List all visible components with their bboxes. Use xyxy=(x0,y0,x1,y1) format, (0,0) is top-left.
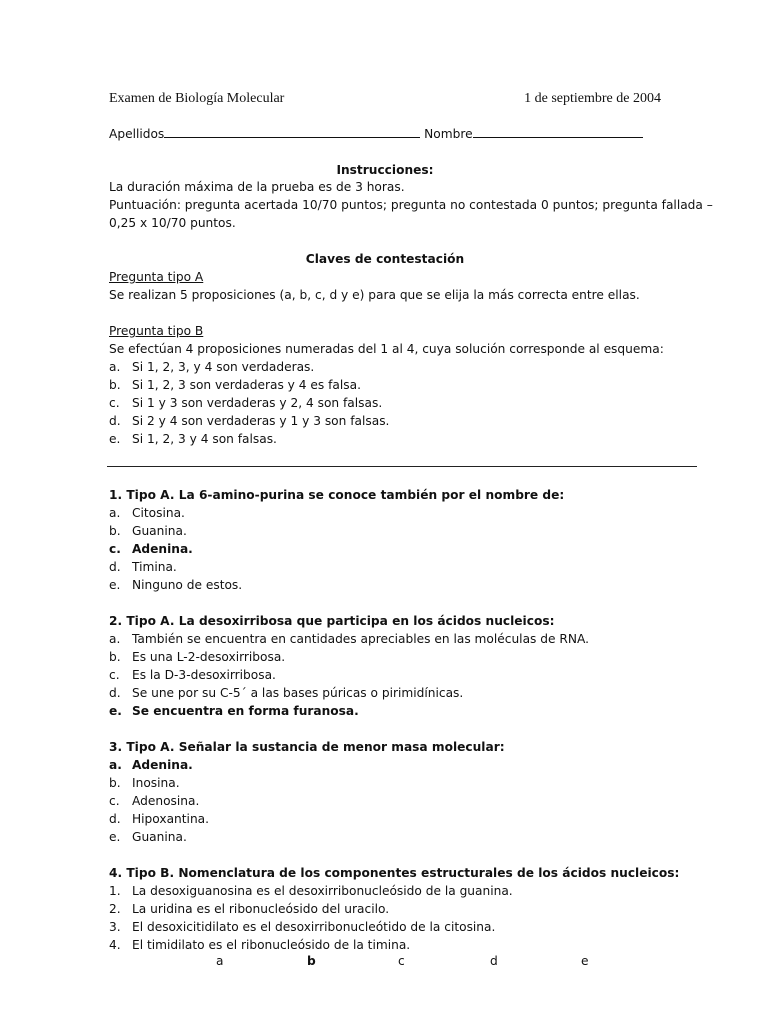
option-label: e. xyxy=(109,578,121,592)
option-text: Se une por su C-5´ a las bases púricas o pirimidínicas. xyxy=(132,686,464,700)
question-statement xyxy=(109,882,513,900)
option-label: a. xyxy=(109,758,122,772)
name-fields xyxy=(109,125,643,141)
option-text: Adenina. xyxy=(132,758,193,772)
type-b-text: Se efectúan 4 proposiciones numeradas del 1 al 4, cuya solución corresponde al esquema: xyxy=(109,342,664,356)
option-label: e. xyxy=(109,830,121,844)
question-option-correct[interactable] xyxy=(109,756,193,774)
type-b-option xyxy=(109,394,382,412)
option-label: c. xyxy=(109,542,121,556)
option-text: También se encuentra en cantidades apreciables en las moléculas de RNA. xyxy=(132,632,589,646)
question-option-correct[interactable] xyxy=(109,702,359,720)
option-label: e. xyxy=(109,432,121,446)
statement-label: 2. xyxy=(109,902,121,916)
question-option-correct[interactable] xyxy=(109,540,193,558)
answer-choice-a[interactable]: a xyxy=(216,954,224,968)
option-text: Guanina. xyxy=(132,524,187,538)
statement-text: La uridina es el ribonucleósido del uracilo. xyxy=(132,902,390,916)
option-label: a. xyxy=(109,506,121,520)
question-option[interactable] xyxy=(109,630,589,648)
answer-choice-c[interactable]: c xyxy=(398,954,405,968)
instructions-line: Puntuación: pregunta acertada 10/70 puntos; pregunta no contestada 0 puntos; pregunta fallada – xyxy=(109,198,713,212)
option-text: Si 1 y 3 son verdaderas y 2, 4 son falsas. xyxy=(132,396,383,410)
option-text: Citosina. xyxy=(132,506,185,520)
question-statement xyxy=(109,918,495,936)
question-option[interactable] xyxy=(109,576,242,594)
question-option[interactable] xyxy=(109,810,209,828)
statement-text: La desoxiguanosina es el desoxirribonucleósido de la guanina. xyxy=(132,884,513,898)
option-text: Si 2 y 4 son verdaderas y 1 y 3 son falsas. xyxy=(132,414,390,428)
statement-label: 4. xyxy=(109,938,121,952)
instructions-line: 0,25 x 10/70 puntos. xyxy=(109,216,236,230)
statement-label: 3. xyxy=(109,920,121,934)
section-divider xyxy=(107,466,697,467)
answer-choices-row xyxy=(0,954,768,972)
instructions-heading: Instrucciones: xyxy=(336,163,434,177)
type-b-option xyxy=(109,358,314,376)
option-label: b. xyxy=(109,524,121,538)
question-title: 4. Tipo B. Nomenclatura de los componentes estructurales de los ácidos nucleicos: xyxy=(109,866,680,880)
option-text: Es una L-2-desoxirribosa. xyxy=(132,650,286,664)
question-option[interactable] xyxy=(109,666,276,684)
apellidos-label: Apellidos xyxy=(109,127,165,141)
option-text: Es la D-3-desoxirribosa. xyxy=(132,668,276,682)
option-text: Si 1, 2, 3 y 4 son falsas. xyxy=(132,432,277,446)
statement-label: 1. xyxy=(109,884,121,898)
option-label: c. xyxy=(109,396,120,410)
option-label: e. xyxy=(109,704,122,718)
question-option[interactable] xyxy=(109,558,177,576)
option-label: b. xyxy=(109,378,121,392)
option-text: Hipoxantina. xyxy=(132,812,210,826)
type-a-text: Se realizan 5 proposiciones (a, b, c, d y e) para que se elija la más correcta entre ellas. xyxy=(109,288,640,302)
option-text: Ninguno de estos. xyxy=(132,578,243,592)
option-text: Adenosina. xyxy=(132,794,200,808)
option-text: Timina. xyxy=(132,560,177,574)
question-option[interactable] xyxy=(109,684,463,702)
option-label: a. xyxy=(109,632,121,646)
question-title: 2. Tipo A. La desoxirribosa que participa en los ácidos nucleicos: xyxy=(109,614,555,628)
option-label: d. xyxy=(109,560,121,574)
exam-title: Examen de Biología Molecular xyxy=(109,91,285,106)
exam-date: 1 de septiembre de 2004 xyxy=(524,91,661,106)
option-label: c. xyxy=(109,794,120,808)
question-statement xyxy=(109,900,389,918)
question-option[interactable] xyxy=(109,522,187,540)
question-option[interactable] xyxy=(109,774,180,792)
instructions-line: La duración máxima de la prueba es de 3 horas. xyxy=(109,180,405,194)
answer-choice-b-correct[interactable]: b xyxy=(307,954,316,968)
answer-choice-e[interactable]: e xyxy=(581,954,589,968)
keys-heading: Claves de contestación xyxy=(305,252,465,266)
question-statement xyxy=(109,936,410,954)
option-label: d. xyxy=(109,414,121,428)
type-b-title: Pregunta tipo B xyxy=(109,324,204,338)
apellidos-field[interactable] xyxy=(164,125,420,138)
option-text: Adenina. xyxy=(132,542,193,556)
option-label: d. xyxy=(109,812,121,826)
option-label: c. xyxy=(109,668,120,682)
type-b-option xyxy=(109,430,277,448)
option-label: b. xyxy=(109,776,121,790)
question-title: 3. Tipo A. Señalar la sustancia de menor masa molecular: xyxy=(109,740,505,754)
nombre-field[interactable] xyxy=(473,125,643,138)
option-label: d. xyxy=(109,686,121,700)
type-b-option xyxy=(109,412,389,430)
option-text: Guanina. xyxy=(132,830,187,844)
question-title: 1. Tipo A. La 6-amino-purina se conoce también por el nombre de: xyxy=(109,488,565,502)
option-text: Inosina. xyxy=(132,776,180,790)
option-label: a. xyxy=(109,360,121,374)
statement-text: El desoxicitidilato es el desoxirribonucleótido de la citosina. xyxy=(132,920,496,934)
option-text: Si 1, 2, 3, y 4 son verdaderas. xyxy=(132,360,315,374)
statement-text: El timidilato es el ribonucleósido de la timina. xyxy=(132,938,411,952)
document-header xyxy=(109,91,661,109)
nombre-label: Nombre xyxy=(424,127,473,141)
type-b-option xyxy=(109,376,361,394)
option-text: Se encuentra en forma furanosa. xyxy=(132,704,359,718)
option-text: Si 1, 2, 3 son verdaderas y 4 es falsa. xyxy=(132,378,361,392)
question-option[interactable] xyxy=(109,792,199,810)
answer-choice-d[interactable]: d xyxy=(490,954,498,968)
question-option[interactable] xyxy=(109,828,187,846)
question-option[interactable] xyxy=(109,504,185,522)
question-option[interactable] xyxy=(109,648,285,666)
type-a-title: Pregunta tipo A xyxy=(109,270,204,284)
option-label: b. xyxy=(109,650,121,664)
